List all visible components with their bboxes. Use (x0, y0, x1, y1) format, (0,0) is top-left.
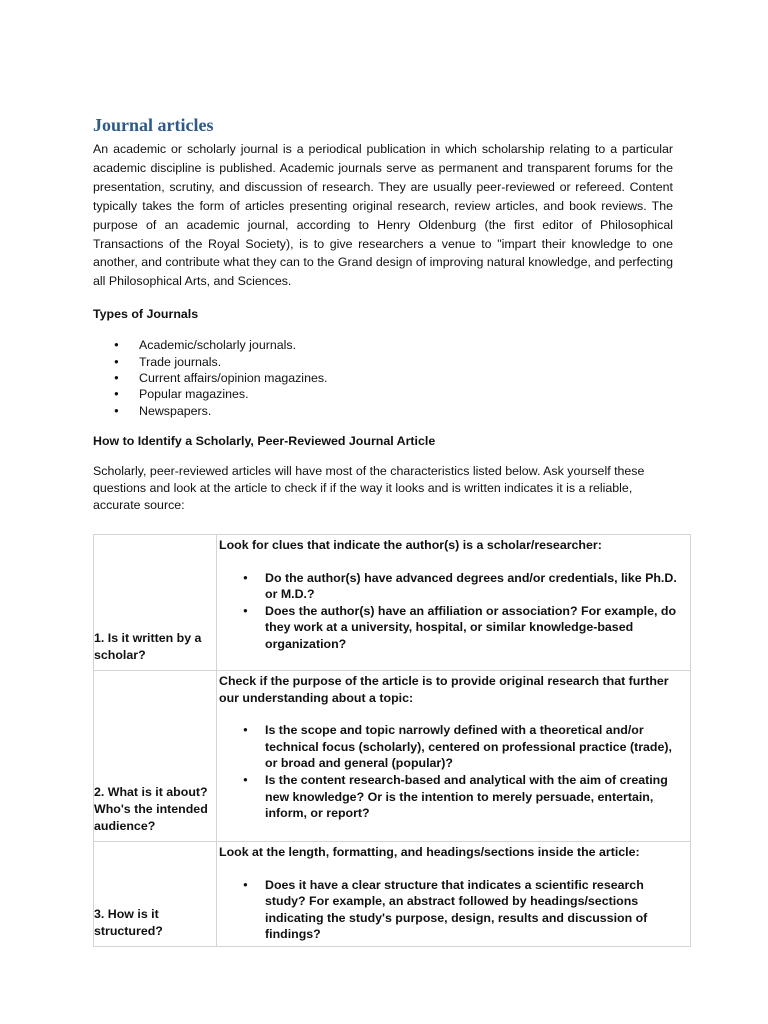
description-text: Look for clues that indicate the author(s) is a scholar/researcher: (219, 538, 602, 552)
table-row (94, 535, 691, 671)
list-item: ● Do the author(s) have advanced degrees and/or credentials, like Ph.D. or M.D.? (219, 570, 686, 603)
list-item: ● Trade journals. (93, 354, 673, 370)
list-item: ● Is the content research-based and analytical with the aim of creating new knowledge? Or is the intention to merely persuade, entertain, inform, or report? (219, 772, 686, 822)
question-text: 2. What is it about? Who's the intended audience? (94, 785, 208, 833)
types-heading: Types of Journals (93, 307, 199, 322)
description-cell (217, 671, 691, 842)
intro-paragraph: An academic or scholarly journal is a periodical publication in which scholarship relating to a particular academic discipline is published. Academic journals serve as permanent and transparent forums for the presentation, scrutiny, and discussion of research. They are usually peer-reviewed or refereed. Content typically takes the form of articles presenting original research, review articles, and book reviews. The purpose of an academic journal, according to Henry Oldenburg (the first editor of Philosophical Transactions of the Royal Society), is to give researchers a venue to "impart their knowledge to one another, and contribute what they can to the Grand design of improving natural knowledge, and perfecting all Philosophical Arts, and Sciences. (93, 142, 673, 289)
question-cell (94, 535, 217, 671)
list-item: ● Does the author(s) have an affiliation or association? For example, do they work at a university, hospital, or similar knowledge-based organization? (219, 603, 686, 653)
question-cell (94, 842, 217, 947)
list-item: ● Is the scope and topic narrowly defined with a theoretical and/or technical focus (scholarly), centered on professional practice (trade), or broad and general (popular)? (219, 722, 686, 772)
list-item: ● Current affairs/opinion magazines. (93, 370, 673, 386)
list-item: ● Newspapers. (93, 403, 673, 419)
table-row (94, 671, 691, 842)
page-title: Journal articles (93, 115, 214, 135)
description-cell (217, 842, 691, 947)
description-text: Look at the length, formatting, and headings/sections inside the article: (219, 845, 640, 859)
description-text: Check if the purpose of the article is to provide original research that further our understanding about a topic: (219, 674, 669, 705)
question-text: 3. How is it structured? (94, 906, 163, 938)
table-row (94, 842, 691, 947)
journal-types-list (93, 337, 673, 419)
list-item: ● Does it have a clear structure that indicates a scientific research study? For example, an abstract followed by headings/sections indicating the study's purpose, design, results and discussion of findings? (219, 877, 686, 943)
list-item: ● Academic/scholarly journals. (93, 337, 673, 353)
criteria-table (93, 534, 691, 947)
question-text: 1. Is it written by a scholar? (94, 631, 202, 662)
document-page (93, 112, 673, 514)
identify-heading: How to Identify a Scholarly, Peer-Reviewed Journal Article (93, 434, 436, 449)
description-cell (217, 535, 691, 671)
list-item: ● Popular magazines. (93, 386, 673, 402)
criteria-points (219, 877, 686, 943)
lead-paragraph: Scholarly, peer-reviewed articles will have most of the characteristics listed below. Ask yourself these questions and look at the article to check if if the way it looks and is written indicates it is a reliable, accurate source: (93, 464, 645, 513)
criteria-points (219, 722, 686, 822)
criteria-points (219, 570, 686, 653)
question-cell (94, 671, 217, 842)
